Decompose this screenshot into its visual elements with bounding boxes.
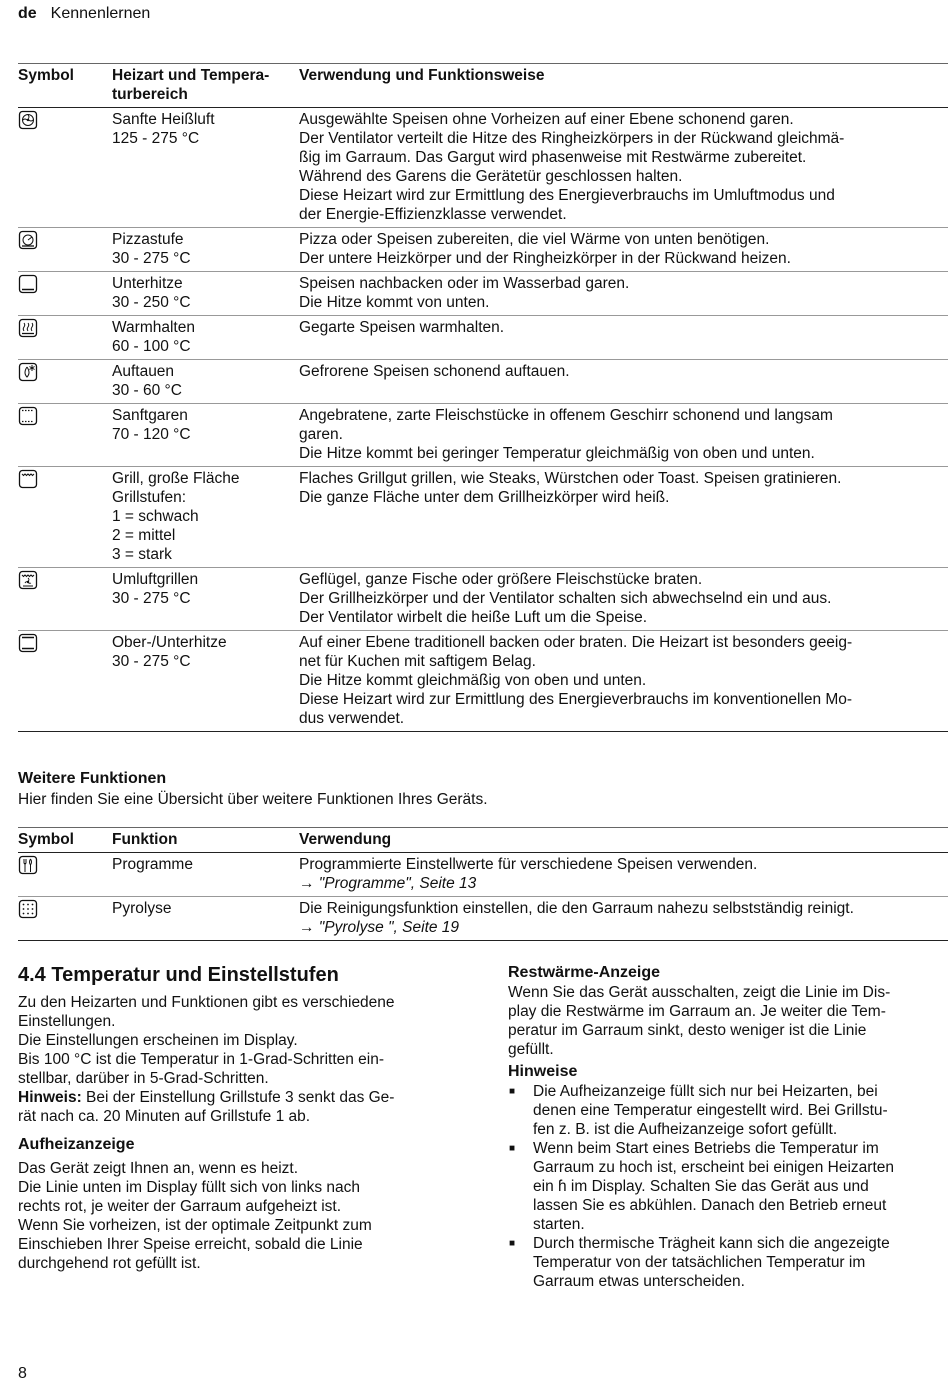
heatup-text: Das Gerät zeigt Ihnen an, wenn es heizt. Die Linie unten im Display füllt sich von links nach rechts rot, je weiter der Garraum aufgeheizt ist. Wenn Sie vorheizen, ist der optimale Zeitpunkt zum Einschieben Ihrer Speise erreicht, sobald die Linie durchgehend rot gefüllt ist.	[18, 1160, 372, 1272]
notes-list	[508, 1082, 948, 1291]
slow-cook-icon	[18, 406, 38, 426]
list-item: ■ Wenn beim Start eines Betriebs die Temperatur im Garraum zu hoch ist, erscheint bei einigen Heizarten ein ɦ im Display. Schalten Sie das Gerät aus und lassen Sie es abkühlen. Danach den Betrieb erneut starten.	[508, 1139, 948, 1234]
temperature-section-right	[508, 963, 948, 1291]
mode-name: Sanfte Heißluft 125 - 275 °C	[112, 111, 215, 147]
col-symbol: Symbol	[18, 831, 74, 848]
function-usage: Programmierte Einstellwerte für verschiedene Speisen verwenden.	[299, 856, 758, 873]
table-row	[18, 108, 948, 228]
mode-name: Unterhitze 30 - 250 °C	[112, 275, 191, 311]
mode-usage: Gegarte Speisen warmhalten.	[299, 319, 505, 336]
mode-usage: Flaches Grillgut grillen, wie Steaks, Würstchen oder Toast. Speisen gratinieren. Die ganze Fläche unter dem Grillheizkörper wird heiß.	[299, 470, 842, 506]
col-usage: Verwendung	[299, 831, 392, 848]
table-row	[18, 272, 948, 316]
full-grill-icon	[18, 469, 38, 489]
note-paragraph	[18, 1088, 450, 1126]
table-row	[18, 360, 948, 404]
residual-heat-heading: Restwärme-Anzeige	[508, 964, 661, 981]
section-title: 4.4 Temperatur und Einstellstufen	[18, 964, 339, 986]
table-row	[18, 853, 948, 897]
heatup-heading: Aufheizanzeige	[18, 1136, 135, 1153]
mode-usage: Auf einer Ebene traditionell backen oder braten. Die Heizart ist besonders geeig- net für Kuchen mit saftigem Belag. Die Hitze kommt gleichmäßig von oben und unten. Diese Heizart wird zur Ermittlung des Energieverbrauchs im konventionellen Mo- dus verwendet.	[299, 634, 853, 727]
table-header-row	[18, 828, 948, 853]
table-row	[18, 467, 948, 568]
table-row	[18, 404, 948, 467]
further-functions-table	[18, 827, 948, 941]
mode-name: Auftauen 30 - 60 °C	[112, 363, 182, 399]
mode-usage: Speisen nachbacken oder im Wasserbad garen. Die Hitze kommt von unten.	[299, 275, 630, 311]
section-intro: Zu den Heizarten und Funktionen gibt es verschiedene Einstellungen. Die Einstellungen erscheinen im Display. Bis 100 °C ist die Temperatur in 1-Grad-Schritten ein- stellbar, darüber in 5-Grad-Schritten.	[18, 994, 395, 1087]
list-item: ■ Die Aufheizanzeige füllt sich nur bei Heizarten, bei denen eine Temperatur eingestellt wird. Bei Grillstu- fen z. B. ist die Aufheizanzeige sofort gefüllt.	[508, 1082, 948, 1139]
mode-usage: Ausgewählte Speisen ohne Vorheizen auf einer Ebene schonend garen. Der Ventilator verteilt die Hitze des Ringheizkörpers in der Rückwand gleichmä- ßig im Garraum. Das Gargut wird phasenweise mit Restwärme zubereitet. Während des Garens die Gerätetür geschlossen halten. Diese Heizart wird zur Ermittlung des Energieverbrauchs im Umluftmodus und der Energie-Effizienzklasse verwendet.	[299, 111, 845, 223]
table-header-row	[18, 64, 948, 108]
mode-usage: Gefrorene Speisen schonend auftauen.	[299, 363, 570, 380]
programmes-icon	[18, 855, 38, 875]
mode-usage: Geflügel, ganze Fische oder größere Fleischstücke braten. Der Grillheizkörper und der Ventilator schalten sich abwechselnd ein und aus. Der Ventilator wirbelt die heiße Luft um die Speise.	[299, 571, 832, 626]
col-usage: Verwendung und Funktionsweise	[299, 67, 545, 84]
note-text: Bei der Einstellung Grillstufe 3 senkt das Ge- rät nach ca. 20 Minuten auf Grillstufe 1 ab.	[18, 1089, 395, 1125]
pyrolysis-icon	[18, 899, 38, 919]
section-intro: Hier finden Sie eine Übersicht über weitere Funktionen Ihres Geräts.	[18, 791, 488, 808]
mode-name: Sanftgaren 70 - 120 °C	[112, 407, 191, 443]
table-row	[18, 897, 948, 941]
page-number: 8	[18, 1365, 27, 1382]
gentle-hot-air-icon	[18, 110, 38, 130]
col-symbol: Symbol	[18, 67, 74, 84]
table-row	[18, 568, 948, 631]
keep-warm-icon	[18, 318, 38, 338]
mode-name: Ober-/Unterhitze 30 - 275 °C	[112, 634, 227, 670]
top-bottom-heat-icon	[18, 633, 38, 653]
list-item: ■ Durch thermische Trägheit kann sich die angezeigte Temperatur von der tatsächlichen Temperatur im Garraum etwas unterscheiden.	[508, 1234, 948, 1291]
mode-usage: Angebratene, zarte Fleischstücke in offenem Geschirr schonend und langsam garen. Die Hitze kommt bei geringer Temperatur gleichmäßig von oben und unten.	[299, 407, 833, 462]
page-header	[18, 4, 150, 23]
notes-heading: Hinweise	[508, 1063, 578, 1080]
page-reference-link[interactable]: → "Programme", Seite 13	[299, 875, 477, 892]
heating-modes-table	[18, 63, 948, 732]
residual-heat-text: Wenn Sie das Gerät ausschalten, zeigt die Linie im Dis- play die Restwärme im Garraum an. Je weiter die Tem- peratur im Garraum sinkt, desto weniger ist die Linie gefüllt.	[508, 984, 891, 1058]
pizza-setting-icon	[18, 230, 38, 250]
function-name: Programme	[112, 856, 193, 873]
mode-name: Umluftgrillen 30 - 275 °C	[112, 571, 199, 607]
page-reference-link[interactable]: → "Pyrolyse ", Seite 19	[299, 919, 460, 936]
table-row	[18, 228, 948, 272]
function-name: Pyrolyse	[112, 900, 172, 917]
bottom-heat-icon	[18, 274, 38, 294]
col-function: Funktion	[112, 831, 178, 848]
mode-name: Pizzastufe 30 - 275 °C	[112, 231, 191, 267]
mode-name: Grill, große Fläche Grillstufen: 1 = schwach 2 = mittel 3 = stark	[112, 470, 240, 563]
table-row	[18, 631, 948, 732]
section-heading: Weitere Funktionen	[18, 770, 167, 787]
language-code: de	[18, 5, 37, 22]
col-heating-mode: Heizart und Tempera- turbereich	[112, 67, 270, 103]
circulated-air-grill-icon	[18, 570, 38, 590]
table-row	[18, 316, 948, 360]
mode-name: Warmhalten 60 - 100 °C	[112, 319, 195, 355]
temperature-section-left	[18, 963, 450, 1273]
note-label: Hinweis:	[18, 1089, 82, 1106]
function-usage: Die Reinigungsfunktion einstellen, die den Garraum nahezu selbstständig reinigt.	[299, 900, 854, 917]
mode-usage: Pizza oder Speisen zubereiten, die viel Wärme von unten benötigen. Der untere Heizkörper und der Ringheizkörper in der Rückwand heizen.	[299, 231, 791, 267]
defrost-icon	[18, 362, 38, 382]
further-functions-section	[18, 769, 488, 809]
header-title: Kennenlernen	[50, 5, 151, 22]
